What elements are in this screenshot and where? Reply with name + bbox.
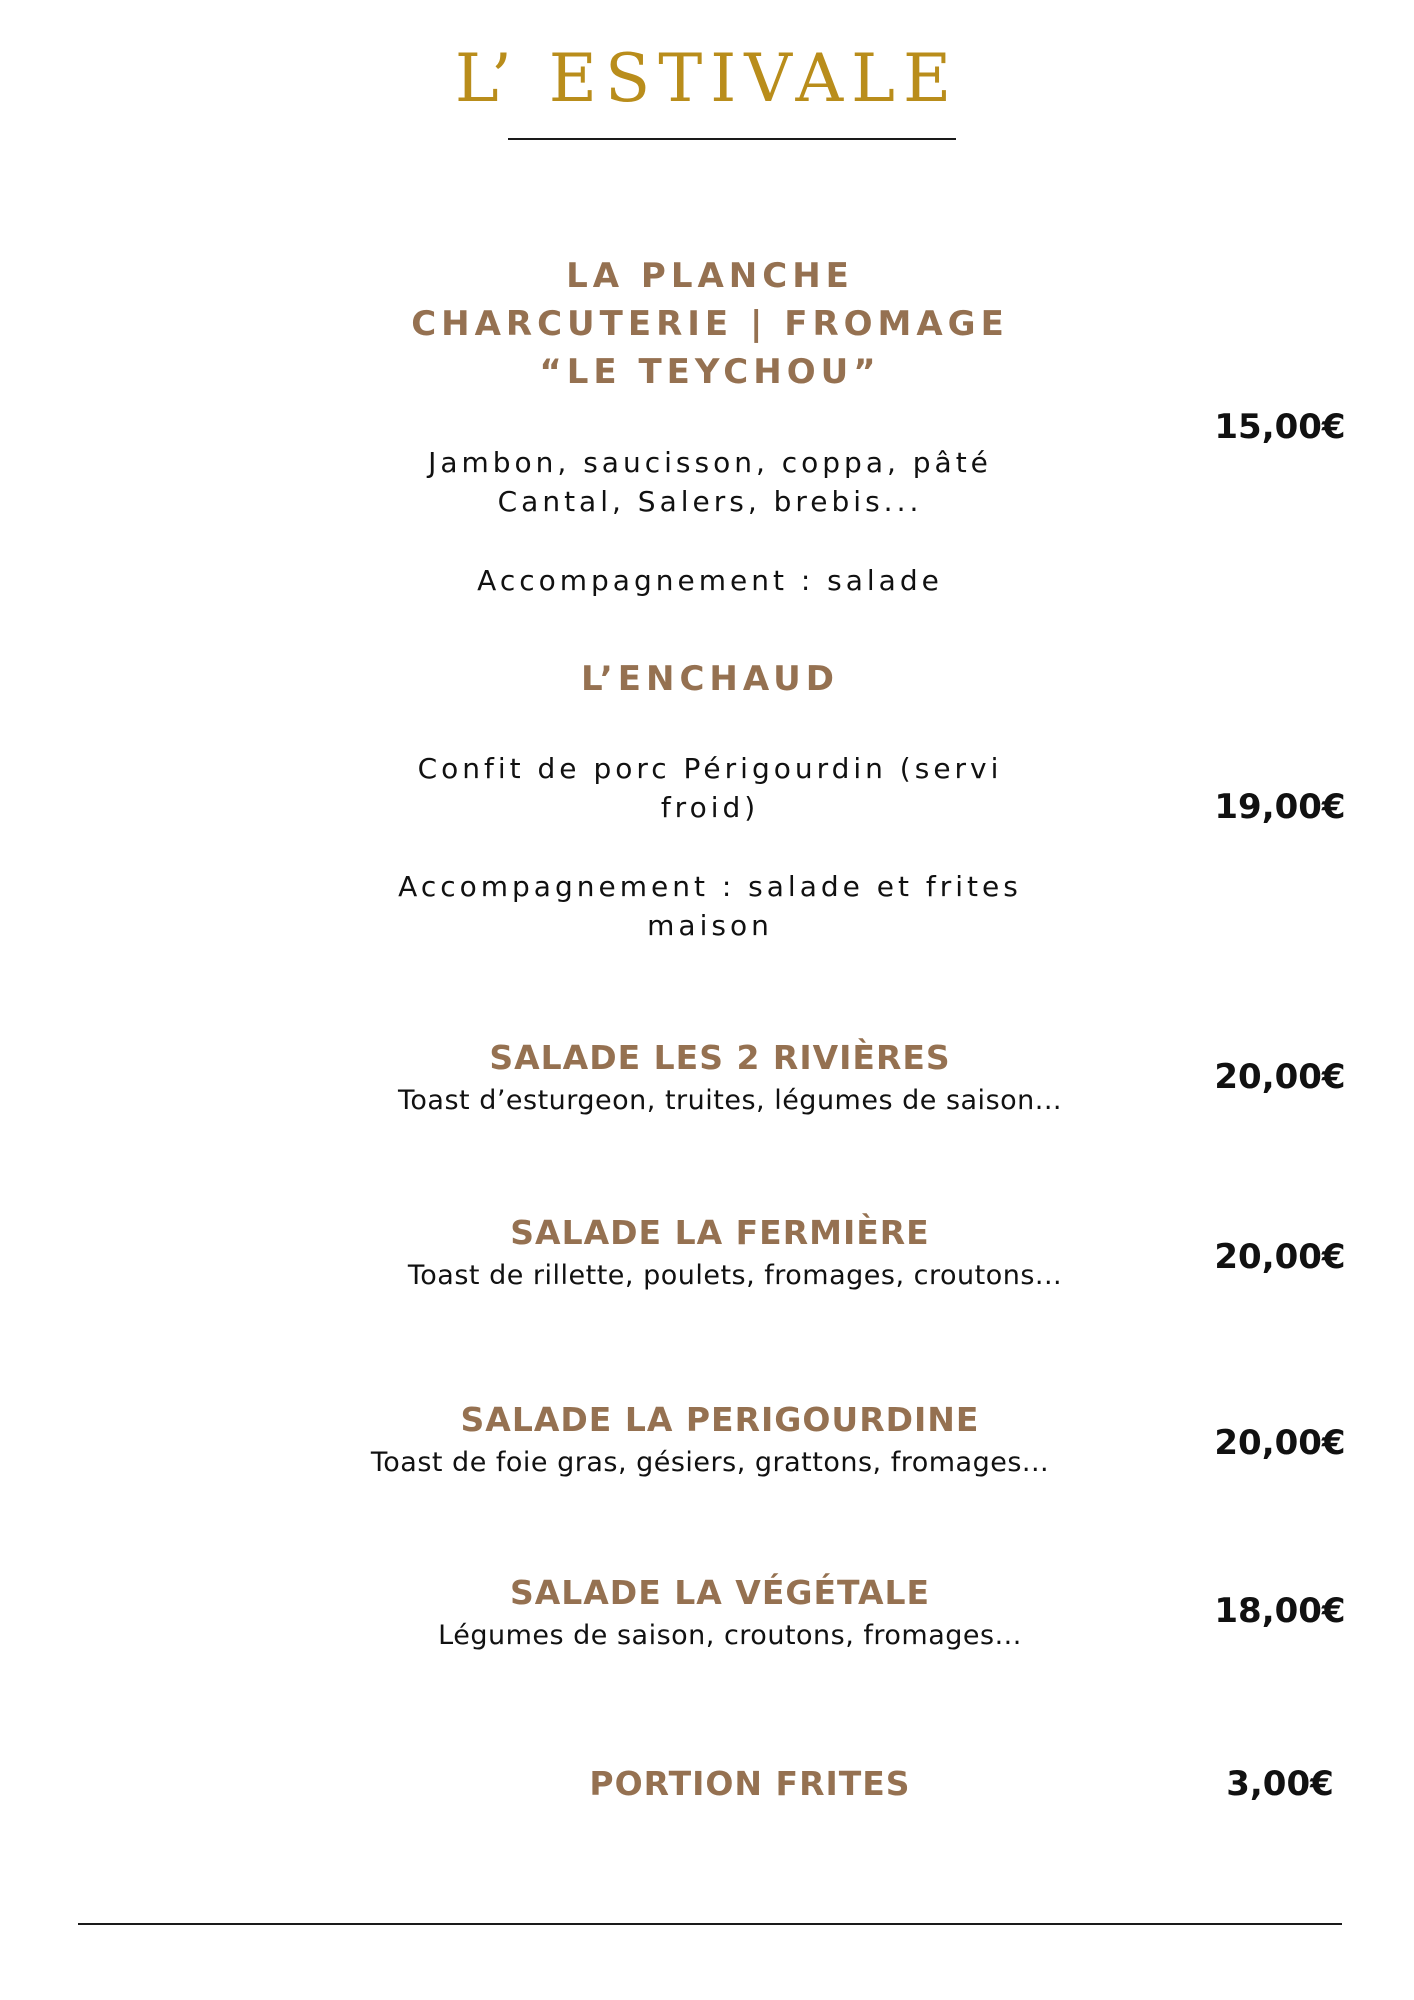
menu-item-description-line: froid) bbox=[660, 791, 760, 824]
menu-item-description: Toast d’esturgeon, truites, légumes de saison... bbox=[397, 1085, 1063, 1116]
menu-item-name: PORTION FRITES bbox=[589, 1764, 911, 1803]
menu-item-description: Légumes de saison, croutons, fromages... bbox=[438, 1620, 1022, 1651]
menu-item-name-line: CHARCUTERIE | FROMAGE bbox=[411, 304, 1009, 344]
menu-item-price: 20,00€ bbox=[1214, 1057, 1346, 1097]
menu-item-price: 15,00€ bbox=[1214, 407, 1346, 447]
menu-item-name-line: LA PLANCHE bbox=[566, 256, 854, 296]
bottom-rule bbox=[78, 1923, 1342, 1925]
menu-item-name: SALADE LA FERMIÈRE bbox=[510, 1213, 930, 1252]
menu-item-price: 20,00€ bbox=[1214, 1423, 1346, 1463]
menu-item-accompaniment: maison bbox=[647, 909, 773, 942]
menu-item-description-line: Confit de porc Périgourdin (servi bbox=[417, 752, 1003, 785]
menu-item-price: 3,00€ bbox=[1226, 1764, 1334, 1804]
menu-item-description: Toast de foie gras, gésiers, grattons, fromages... bbox=[370, 1447, 1050, 1478]
menu-item-accompaniment: Accompagnement : salade et frites bbox=[398, 870, 1022, 903]
menu-item-price: 19,00€ bbox=[1214, 787, 1346, 827]
menu-item-description: Toast de rillette, poulets, fromages, croutons... bbox=[407, 1260, 1063, 1291]
menu-item-accompaniment: Accompagnement : salade bbox=[477, 564, 943, 597]
menu-title: L’ ESTIVALE bbox=[454, 40, 960, 117]
menu-item-description-line: Cantal, Salers, brebis... bbox=[497, 485, 923, 518]
menu-item-name-line: L’ENCHAUD bbox=[581, 659, 839, 699]
menu-item-price: 20,00€ bbox=[1214, 1237, 1346, 1277]
menu-item-price: 18,00€ bbox=[1214, 1591, 1346, 1631]
menu-item-name: SALADE LES 2 RIVIÈRES bbox=[489, 1038, 951, 1077]
menu-item-name-line: “LE TEYCHOU” bbox=[539, 352, 881, 392]
menu-item-description-line: Jambon, saucisson, coppa, pâté bbox=[428, 446, 992, 479]
title-underline bbox=[508, 138, 956, 140]
menu-item-name: SALADE LA PERIGOURDINE bbox=[460, 1400, 980, 1439]
menu-item-name: SALADE LA VÉGÉTALE bbox=[509, 1573, 931, 1612]
